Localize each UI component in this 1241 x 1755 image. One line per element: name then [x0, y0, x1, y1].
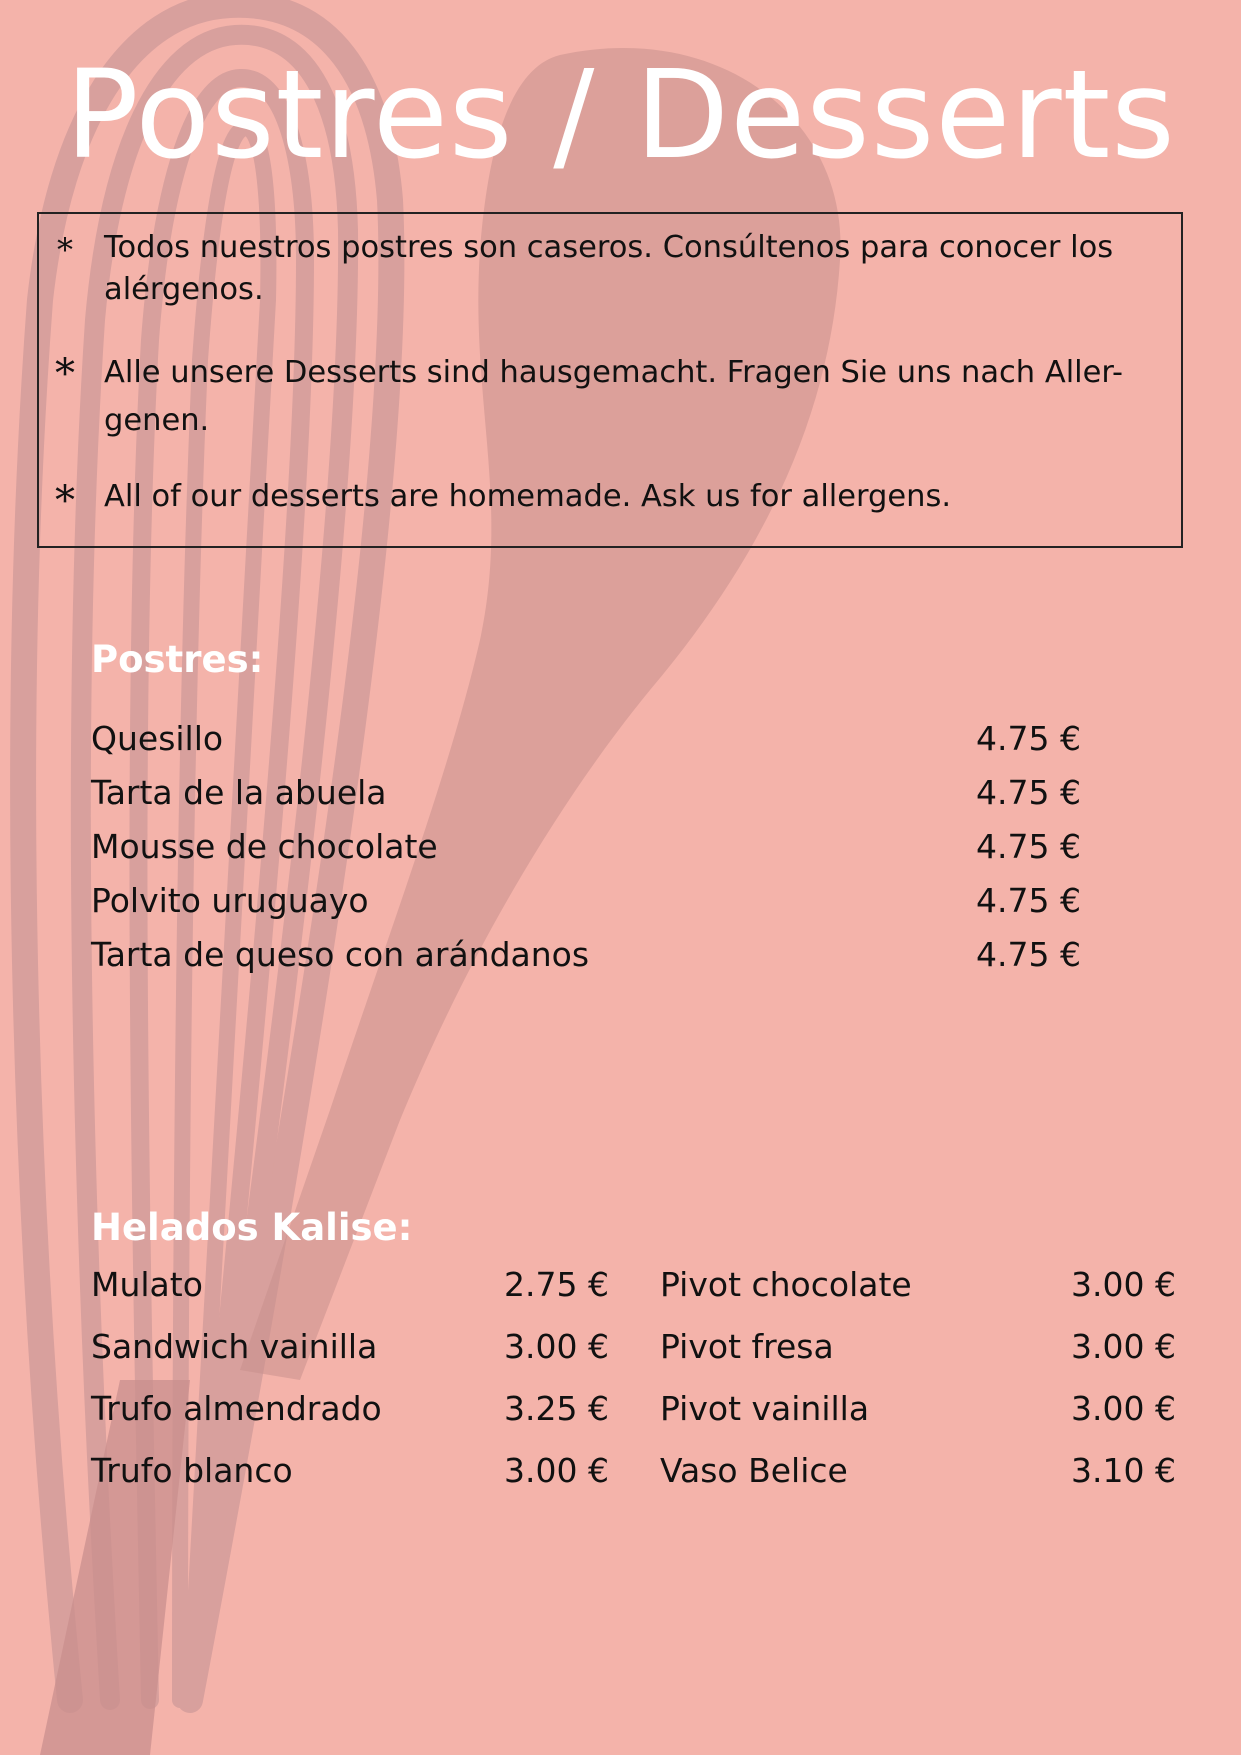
- notice-text: Alle unsere Desserts sind hausgemacht. Fragen Sie uns nach Aller-genen.: [104, 355, 1123, 438]
- item-name: Mulato: [91, 1265, 203, 1304]
- page-title: Postres / Desserts: [65, 44, 1176, 186]
- item-price: 4.75 €: [976, 881, 1081, 920]
- item-name: Tarta de la abuela: [91, 773, 387, 812]
- item-price: 4.75 €: [976, 773, 1081, 812]
- notice-text: All of our desserts are homemade. Ask us for allergens.: [104, 479, 952, 514]
- notice-text: Todos nuestros postres son caseros. Consúltenos para conocer los alérgenos.: [104, 230, 1114, 307]
- item-price: 3.00 €: [1071, 1265, 1176, 1304]
- item-name: Polvito uruguayo: [91, 881, 369, 920]
- item-name: Trufo almendrado: [91, 1389, 382, 1428]
- item-name: Mousse de chocolate: [91, 827, 438, 866]
- item-price: 4.75 €: [976, 935, 1081, 974]
- item-price: 3.00 €: [1071, 1327, 1176, 1366]
- allergen-notice-box: [37, 212, 1183, 548]
- item-price: 3.10 €: [1071, 1451, 1176, 1490]
- item-price: 3.25 €: [504, 1389, 609, 1428]
- item-name: Sandwich vainilla: [91, 1327, 378, 1366]
- asterisk-marker: *: [55, 478, 75, 524]
- item-name: Quesillo: [91, 719, 224, 758]
- item-price: 4.75 €: [976, 719, 1081, 758]
- item-price: 3.00 €: [504, 1327, 609, 1366]
- item-name: Pivot vainilla: [660, 1389, 870, 1428]
- item-name: Pivot chocolate: [660, 1265, 912, 1304]
- helados-heading: Helados Kalise:: [91, 1206, 413, 1249]
- item-price: 3.00 €: [504, 1451, 609, 1490]
- item-name: Vaso Belice: [660, 1451, 848, 1490]
- item-name: Tarta de queso con arándanos: [91, 935, 590, 974]
- asterisk-marker: *: [57, 231, 73, 269]
- item-price: 4.75 €: [976, 827, 1081, 866]
- item-name: Pivot fresa: [660, 1327, 834, 1366]
- item-price: 2.75 €: [504, 1265, 609, 1304]
- item-name: Trufo blanco: [91, 1451, 293, 1490]
- item-price: 3.00 €: [1071, 1389, 1176, 1428]
- asterisk-marker: *: [55, 351, 75, 397]
- postres-heading: Postres:: [91, 638, 264, 681]
